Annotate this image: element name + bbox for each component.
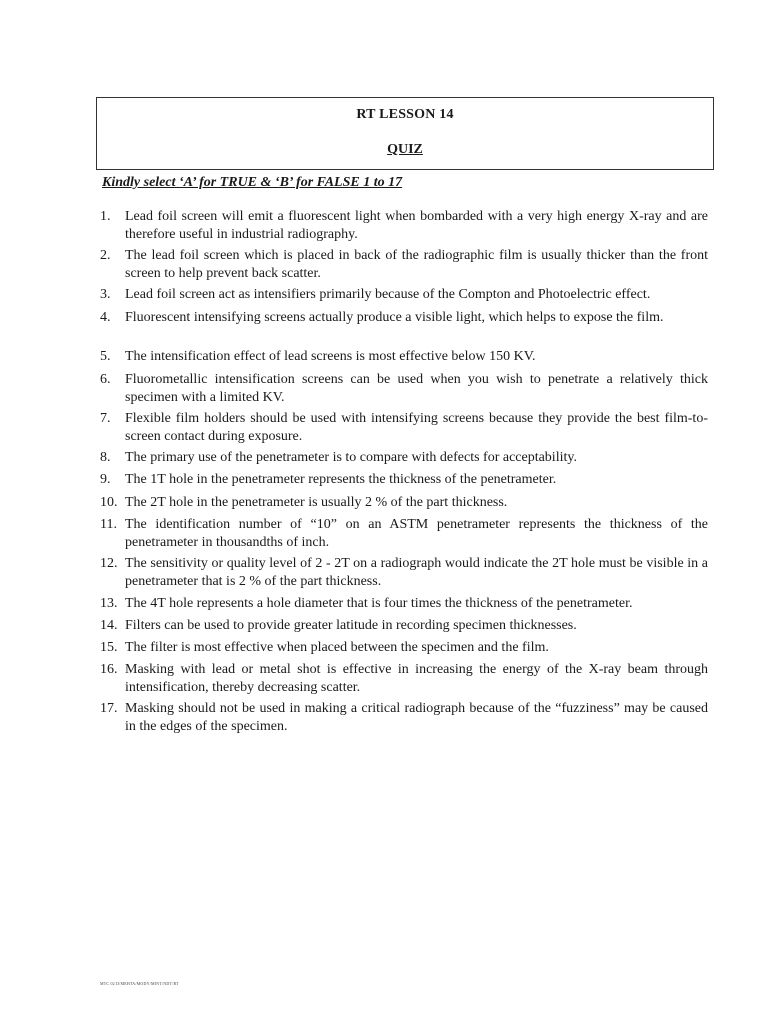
question-number: 6. xyxy=(100,372,111,387)
question-number: 10. xyxy=(100,495,118,510)
question-item xyxy=(100,494,708,512)
question-number: 3. xyxy=(100,287,111,302)
question-number: 7. xyxy=(100,411,111,426)
question-item xyxy=(100,661,708,697)
question-text: The 2T hole in the penetrameter is usually 2 % of the part thickness. xyxy=(125,495,508,510)
question-number: 17. xyxy=(100,701,118,716)
question-item xyxy=(100,371,708,407)
question-text: Masking should not be used in making a critical radiograph because of the “fuzziness” may be caused in the edges of the specimen. xyxy=(125,701,708,734)
question-item xyxy=(100,247,708,283)
question-text: Flexible film holders should be used with intensifying screens because they provide the best film-to-screen contact during exposure. xyxy=(125,411,708,444)
question-number: 4. xyxy=(100,310,111,325)
question-text: The intensification effect of lead screens is most effective below 150 KV. xyxy=(125,349,536,364)
question-item xyxy=(100,286,708,304)
question-text: The filter is most effective when placed between the specimen and the film. xyxy=(125,640,549,655)
question-text: Lead foil screen will emit a fluorescent light when bombarded with a very high energy X-ray and are therefore useful in industrial radiography. xyxy=(125,209,708,242)
question-item xyxy=(100,595,708,613)
question-number: 5. xyxy=(100,349,111,364)
instructions-text: Kindly select ‘A’ for TRUE & ‘B’ for FALSE 1 to 17 xyxy=(102,175,403,190)
question-text: Lead foil screen act as intensifiers primarily because of the Compton and Photoelectric effect. xyxy=(125,287,651,302)
question-item xyxy=(100,410,708,446)
question-item xyxy=(100,348,708,366)
question-text: Fluorescent intensifying screens actually produce a visible light, which helps to expose the film. xyxy=(125,310,664,325)
question-item xyxy=(100,516,708,552)
question-number: 12. xyxy=(100,556,118,571)
question-item xyxy=(100,208,708,244)
question-text: The 4T hole represents a hole diameter that is four times the thickness of the penetrameter. xyxy=(125,596,633,611)
question-item xyxy=(100,449,708,467)
question-text: The identification number of “10” on an ASTM penetrameter represents the thickness of the penetrameter in thousandths of inch. xyxy=(125,517,708,550)
question-number: 11. xyxy=(100,517,117,532)
quiz-heading: QUIZ xyxy=(387,142,423,157)
lesson-title: RT LESSON 14 xyxy=(356,107,454,122)
question-item xyxy=(100,471,708,489)
question-text: The sensitivity or quality level of 2 - 2T on a radiograph would indicate the 2T hole must be visible in a penetrameter that is 2 % of the part thickness. xyxy=(125,556,708,589)
question-text: Fluorometallic intensification screens can be used when you wish to penetrate a relatively thick specimen with a limited KV. xyxy=(125,372,708,405)
question-text: Filters can be used to provide greater latitude in recording specimen thicknesses. xyxy=(125,618,577,633)
question-item xyxy=(100,617,708,635)
question-text: The primary use of the penetrameter is to compare with defects for acceptability. xyxy=(125,450,577,465)
question-text: The 1T hole in the penetrameter represents the thickness of the penetrameter. xyxy=(125,472,557,487)
footer-code: MTC 02 D/MEHTA/MODY/MINT/NDT/RT xyxy=(100,981,179,986)
question-item xyxy=(100,700,708,736)
question-number: 9. xyxy=(100,472,111,487)
question-number: 14. xyxy=(100,618,118,633)
question-number: 8. xyxy=(100,450,111,465)
question-number: 13. xyxy=(100,596,118,611)
question-text: Masking with lead or metal shot is effective in increasing the energy of the X-ray beam through intensification, thereby decreasing scatter. xyxy=(125,662,708,695)
question-number: 2. xyxy=(100,248,111,263)
question-item xyxy=(100,309,708,327)
question-number: 16. xyxy=(100,662,118,677)
question-item xyxy=(100,555,708,591)
question-number: 15. xyxy=(100,640,118,655)
question-number: 1. xyxy=(100,209,111,224)
question-item xyxy=(100,639,708,657)
question-text: The lead foil screen which is placed in back of the radiographic film is usually thicker than the front screen to help prevent back scatter. xyxy=(125,248,708,281)
